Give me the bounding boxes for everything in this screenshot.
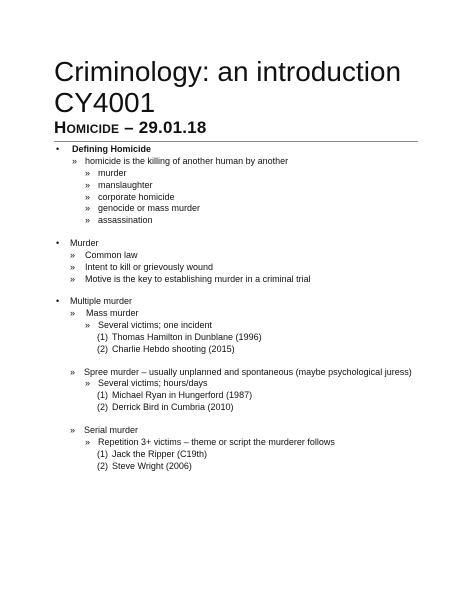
bullet-marker: •: [56, 144, 60, 154]
arrow-marker: »: [85, 192, 91, 202]
arrow-marker: »: [70, 367, 76, 377]
list-item: Intent to kill or grievously wound: [85, 262, 214, 272]
arrow-marker: »: [70, 262, 76, 272]
defining-homicide-title: Defining Homicide: [72, 144, 152, 154]
arrow-marker: »: [70, 425, 76, 435]
case-number: (1): [97, 449, 108, 459]
arrow-marker: »: [85, 437, 91, 447]
case-item: Derrick Bird in Cumbria (2010): [112, 402, 234, 412]
bullet-marker: •: [56, 238, 60, 248]
list-item: corporate homicide: [98, 192, 175, 202]
arrow-marker: »: [85, 378, 91, 388]
case-item: Steve Wright (2006): [112, 461, 192, 471]
arrow-marker: »: [85, 180, 91, 190]
bullet-marker: •: [56, 296, 60, 306]
spree-murder-detail: Several victims; hours/days: [98, 378, 208, 388]
homicide-definition: homicide is the killing of another human by another: [85, 156, 289, 166]
section-heading: Homicide – 29.01.18: [54, 118, 418, 142]
multiple-murder-title: Multiple murder: [70, 296, 133, 306]
arrow-marker: »: [85, 215, 91, 225]
title-line-course: Criminology: an introduction: [54, 56, 402, 87]
case-number: (1): [97, 390, 108, 400]
case-number: (2): [97, 344, 108, 354]
document-title: [54, 56, 434, 118]
murder-title: Murder: [70, 238, 99, 248]
arrow-marker: »: [85, 203, 91, 213]
mass-murder-title: Mass murder: [86, 308, 139, 318]
case-item: Charlie Hebdo shooting (2015): [112, 344, 235, 354]
list-item: manslaughter: [98, 180, 153, 190]
case-number: (2): [97, 461, 108, 471]
arrow-marker: »: [70, 274, 76, 284]
title-line-code: CY4001: [54, 87, 156, 118]
list-item: Common law: [85, 250, 138, 260]
arrow-marker: »: [72, 156, 78, 166]
serial-murder-detail: Repetition 3+ victims – theme or script the murderer follows: [98, 437, 335, 447]
spree-murder-title: Spree murder – usually unplanned and spontaneous (maybe psychological juress): [84, 367, 412, 377]
arrow-marker: »: [70, 250, 76, 260]
serial-murder-title: Serial murder: [84, 425, 139, 435]
list-item: murder: [98, 168, 127, 178]
case-number: (1): [97, 332, 108, 342]
arrow-marker: »: [70, 308, 76, 318]
list-item: Motive is the key to establishing murder in a criminal trial: [85, 274, 311, 284]
case-item: Michael Ryan in Hungerford (1987): [112, 390, 253, 400]
arrow-marker: »: [85, 168, 91, 178]
case-number: (2): [97, 402, 108, 412]
case-item: Thomas Hamilton in Dunblane (1996): [112, 332, 262, 342]
arrow-marker: »: [85, 320, 91, 330]
mass-murder-detail: Several victims; one incident: [98, 320, 213, 330]
case-item: Jack the Ripper (C19th): [112, 449, 208, 459]
list-item: assassination: [98, 215, 153, 225]
list-item: genocide or mass murder: [98, 203, 201, 213]
